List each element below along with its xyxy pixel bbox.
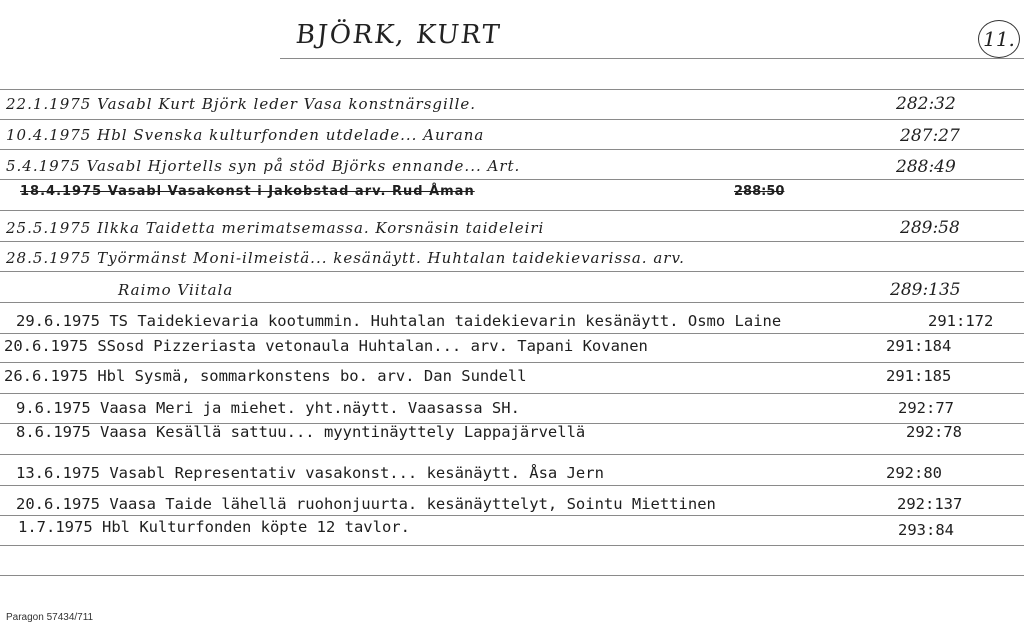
typed-entry: 29.6.1975 TS Taidekievaria kootummin. Huhtalan taidekievarin kesänäytt. Osmo Laine bbox=[16, 312, 782, 330]
entry-reference: 291:184 bbox=[886, 337, 952, 355]
handwritten-entry: 25.5.1975 Ilkka Taidetta merimatsemassa. Korsnäsin taideleiri bbox=[6, 219, 545, 237]
handwritten-entry: 28.5.1975 Työrmänst Moni-ilmeistä... kesänäytt. Huhtalan taidekievarissa. arv. bbox=[6, 249, 685, 267]
handwritten-entry: 10.4.1975 Hbl Svenska kulturfonden utdelade... Aurana bbox=[6, 126, 485, 144]
handwritten-entry: 5.4.1975 Vasabl Hjortells syn på stöd Björks ennande... Art. bbox=[6, 157, 521, 175]
typed-entry: 20.6.1975 Vaasa Taide lähellä ruohonjuurta. kesänäyttelyt, Sointu Miettinen bbox=[16, 495, 716, 513]
rule-line bbox=[0, 454, 1024, 455]
typed-entry: 9.6.1975 Vaasa Meri ja miehet. yht.näytt. Vaasassa SH. bbox=[16, 399, 520, 417]
entry-reference: 291:172 bbox=[928, 312, 994, 330]
handwritten-entry: Raimo Viitala bbox=[118, 281, 234, 299]
entry-reference: 288:49 bbox=[896, 157, 956, 177]
rule-line bbox=[0, 515, 1024, 516]
entry-reference: 291:185 bbox=[886, 367, 952, 385]
typed-entry: 20.6.1975 SSosd Pizzeriasta vetonaula Huhtalan... arv. Tapani Kovanen bbox=[4, 337, 648, 355]
entry-reference: 292:77 bbox=[898, 399, 954, 417]
rule-line bbox=[0, 119, 1024, 120]
rule-line bbox=[0, 302, 1024, 303]
typed-entry: 13.6.1975 Vasabl Representativ vasakonst... kesänäytt. Åsa Jern bbox=[16, 464, 604, 482]
rule-line bbox=[0, 149, 1024, 150]
rule-line bbox=[0, 575, 1024, 576]
entry-reference: 293:84 bbox=[898, 521, 954, 539]
rule-line bbox=[0, 333, 1024, 334]
card-footer: Paragon 57434/711 bbox=[6, 612, 94, 623]
typed-entry: 8.6.1975 Vaasa Kesällä sattuu... myyntinäyttely Lappajärvellä bbox=[16, 423, 586, 441]
card-title: BJÖRK, KURT bbox=[294, 20, 503, 50]
rule-line bbox=[0, 271, 1024, 272]
entry-reference: 282:32 bbox=[896, 94, 956, 114]
rule-line bbox=[0, 362, 1024, 363]
rule-line bbox=[0, 210, 1024, 211]
title-underline bbox=[280, 58, 1024, 59]
typed-entry: 26.6.1975 Hbl Sysmä, sommarkonstens bo. arv. Dan Sundell bbox=[4, 367, 527, 385]
rule-line bbox=[0, 89, 1024, 90]
struck-entry: 18.4.1975 Vasabl Vasakonst i Jakobstad arv. Rud Åman bbox=[20, 184, 475, 199]
entry-reference: 288:50 bbox=[734, 184, 785, 199]
rule-line bbox=[0, 179, 1024, 180]
entry-reference: 289:135 bbox=[890, 280, 961, 300]
entry-reference: 292:80 bbox=[886, 464, 942, 482]
typed-entry: 1.7.1975 Hbl Kulturfonden köpte 12 tavlor. bbox=[18, 518, 410, 536]
entry-reference: 292:78 bbox=[906, 423, 962, 441]
entry-reference: 289:58 bbox=[900, 218, 960, 238]
rule-line bbox=[0, 241, 1024, 242]
entry-reference: 292:137 bbox=[897, 495, 963, 513]
rule-line bbox=[0, 545, 1024, 546]
rule-line bbox=[0, 393, 1024, 394]
rule-line bbox=[0, 485, 1024, 486]
entry-reference: 287:27 bbox=[900, 126, 960, 146]
handwritten-entry: 22.1.1975 Vasabl Kurt Björk leder Vasa konstnärsgille. bbox=[6, 95, 477, 113]
card-number: 11. bbox=[978, 20, 1020, 58]
